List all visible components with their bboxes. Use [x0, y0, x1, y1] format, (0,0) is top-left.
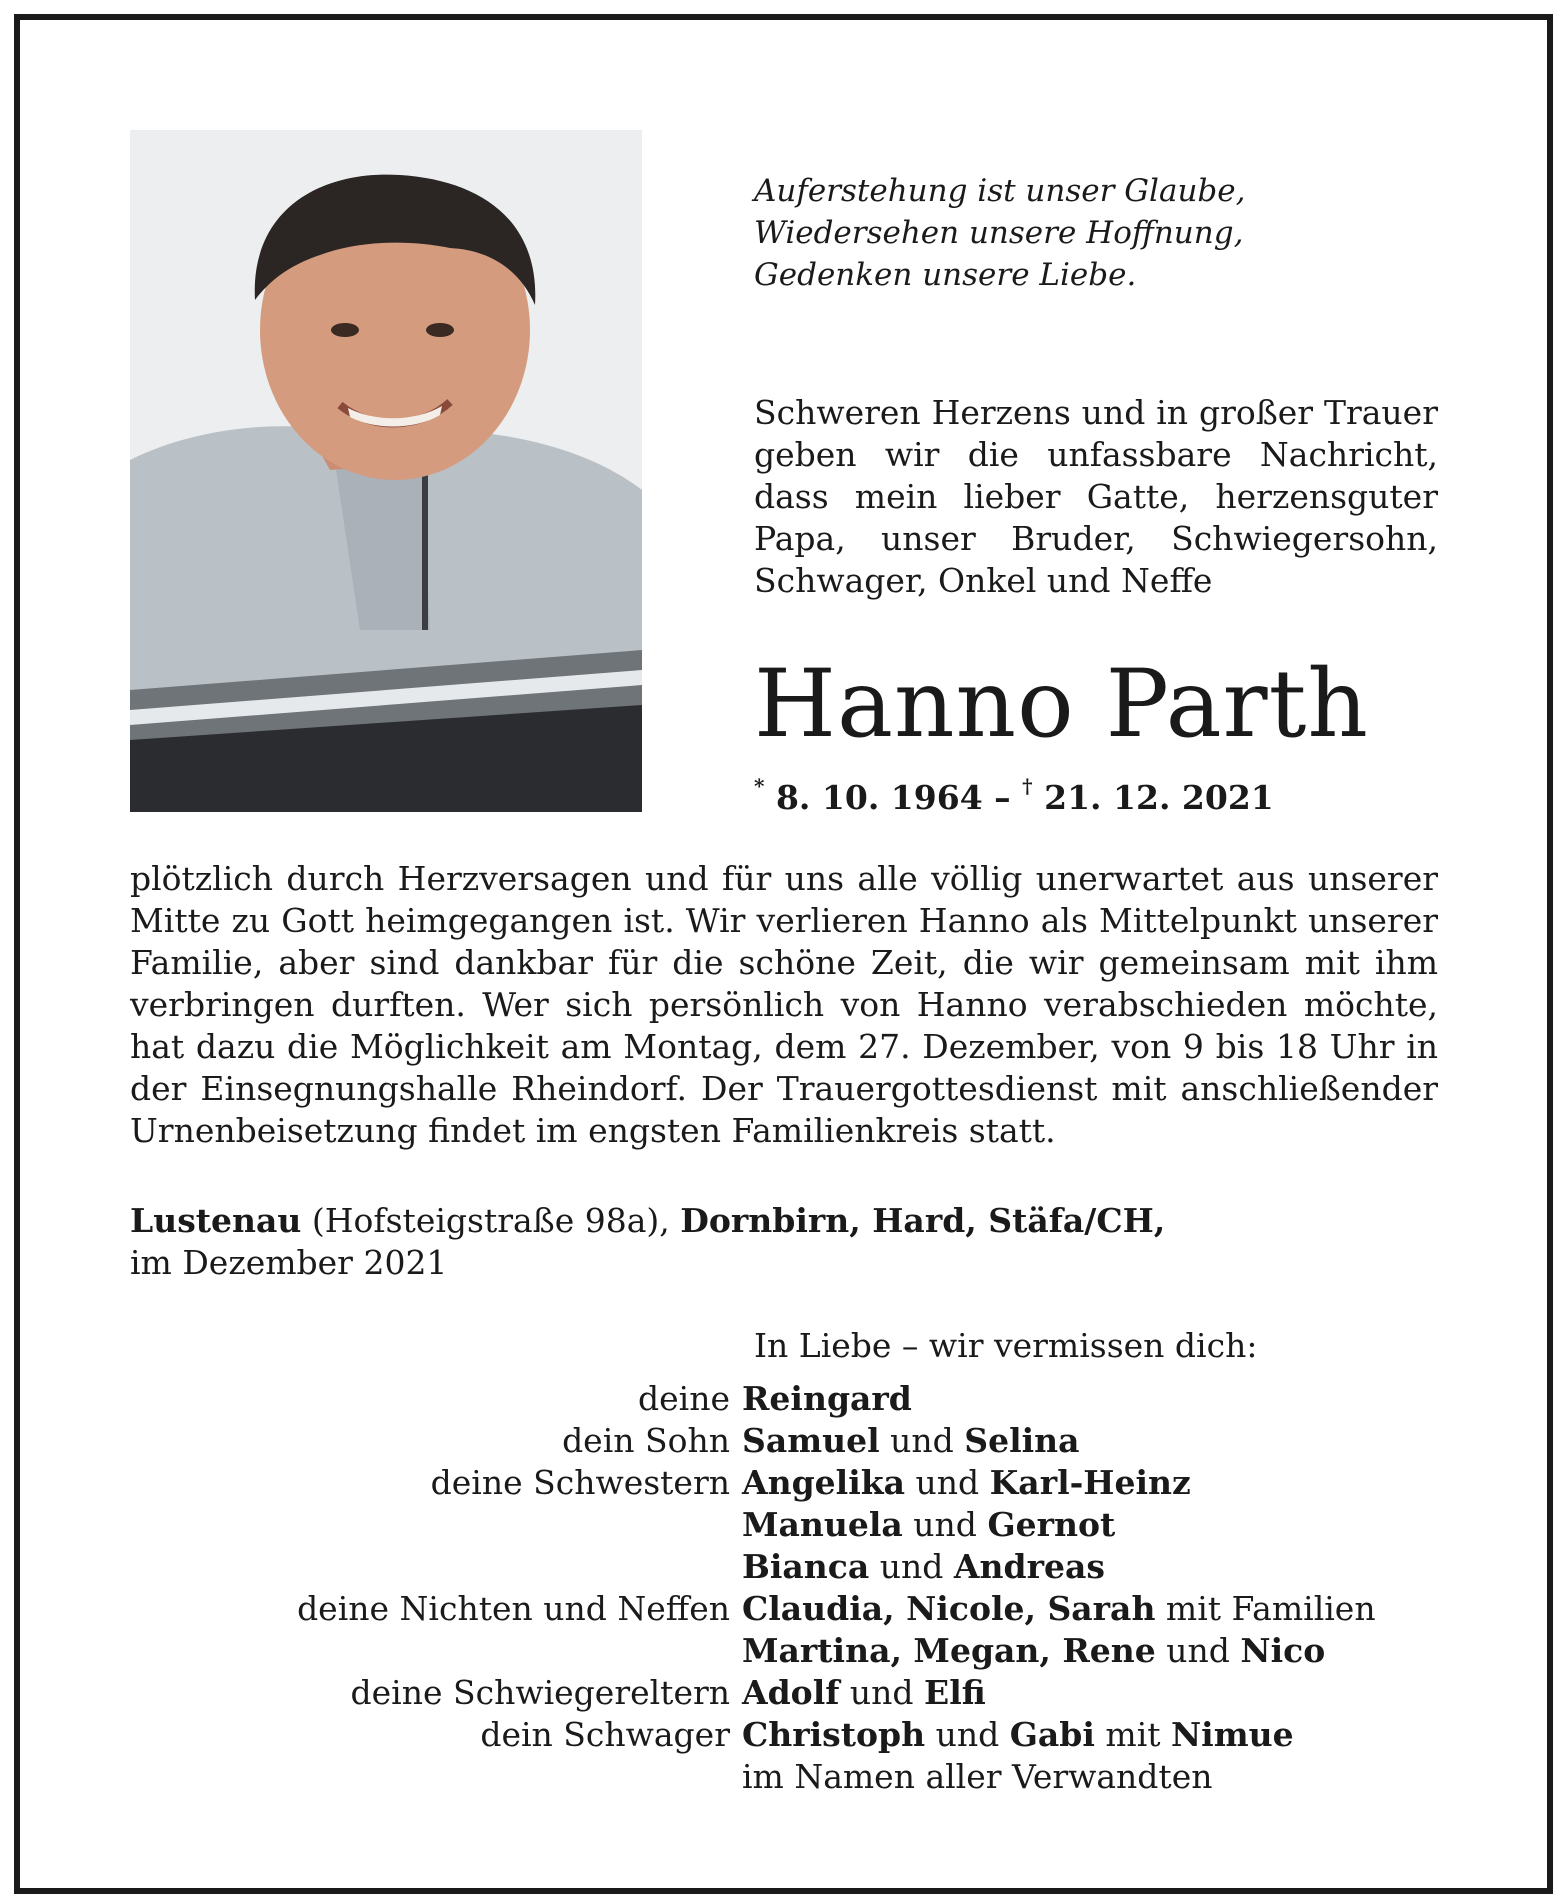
date-separator: –	[994, 778, 1011, 817]
birth-symbol: *	[754, 774, 765, 798]
family-relation: dein Schwager	[480, 1715, 730, 1754]
family-member-name: Manuela	[742, 1505, 903, 1544]
family-member-name: Reingard	[742, 1379, 912, 1418]
family-relation: deine Schwestern	[430, 1463, 730, 1502]
family-names	[742, 1462, 1438, 1504]
family-member-name: Bianca	[742, 1547, 870, 1586]
closing-line: In Liebe – wir vermissen dich:	[754, 1326, 1258, 1365]
family-names	[742, 1672, 1438, 1714]
death-symbol: †	[1022, 774, 1033, 798]
family-member-name: Claudia, Nicole, Sarah	[742, 1589, 1156, 1628]
family-names	[742, 1756, 1438, 1798]
obituary-body	[130, 858, 1438, 1152]
motto	[754, 170, 1438, 296]
family-relation	[130, 1546, 742, 1588]
family-relation: deine Schwiegereltern	[350, 1673, 730, 1712]
family-connector: mit	[1094, 1715, 1171, 1754]
family-names	[742, 1546, 1438, 1588]
family-member-name: Nico	[1240, 1631, 1326, 1670]
place-and-date	[130, 1200, 1438, 1284]
family-member-name: Karl-Heinz	[989, 1463, 1191, 1502]
family-names	[742, 1714, 1438, 1756]
obituary-paragraph: plötzlich durch Herzversagen und für uns alle völlig unerwartet aus unserer Mitte zu Gott heimgegangen ist. Wir verlieren Hanno als Mittelpunkt unserer Familie, aber sind dankbar für die schöne Zeit, die wir gemeinsam mit ihm verbringen durften. Wer sich persönlich von Hanno verabschieden möchte, hat dazu die Möglichkeit am Montag, dem 27. Dezember, von 9 bis 18 Uhr in der Einsegnungshalle Rheindorf. Der Trauergottesdienst mit anschließender Urnenbeisetzung findet im engsten Familienkreis statt.	[130, 859, 1438, 1150]
family-row	[130, 1546, 1438, 1588]
family-connector: und	[925, 1715, 1010, 1754]
family-row	[130, 1504, 1438, 1546]
family-relation	[130, 1504, 742, 1546]
life-dates	[754, 774, 1438, 817]
family-relation	[130, 1756, 742, 1798]
family-relation	[130, 1630, 742, 1672]
family-connector: und	[869, 1547, 954, 1586]
family-row	[130, 1462, 1438, 1504]
family-names	[742, 1378, 1438, 1420]
family-member-name: Selina	[964, 1421, 1080, 1460]
family-member-name: Adolf	[742, 1673, 840, 1712]
family-member-name: Gernot	[987, 1505, 1116, 1544]
family-member-name: Christoph	[742, 1715, 926, 1754]
family-connector: und	[1155, 1631, 1241, 1670]
birth-date: 8. 10. 1964	[775, 778, 983, 817]
family-member-name: Gabi	[1009, 1715, 1095, 1754]
portrait-photo	[130, 130, 642, 812]
family-list	[130, 1378, 1438, 1798]
motto-line: Wiedersehen unsere Hoffnung,	[754, 215, 1244, 251]
place-other-towns: Dornbirn, Hard, Stäfa/CH,	[680, 1201, 1166, 1240]
family-connector: und	[879, 1421, 965, 1460]
family-row	[130, 1672, 1438, 1714]
place-address: (Hofsteigstraße 98a),	[311, 1201, 670, 1240]
family-names	[742, 1504, 1438, 1546]
place-date-line: im Dezember 2021	[130, 1243, 448, 1282]
family-row	[130, 1420, 1438, 1462]
motto-line: Auferstehung ist unser Glaube,	[754, 173, 1246, 209]
family-connector: und	[905, 1463, 990, 1502]
family-row	[130, 1714, 1438, 1756]
family-row	[130, 1378, 1438, 1420]
family-member-name: Samuel	[742, 1421, 880, 1460]
family-connector: und	[902, 1505, 988, 1544]
family-member-name: Elfi	[924, 1673, 986, 1712]
family-row	[130, 1756, 1438, 1798]
family-row	[130, 1588, 1438, 1630]
family-relation: deine Nichten und Neffen	[297, 1589, 730, 1628]
family-member-name: Martina, Megan, Rene	[742, 1631, 1156, 1670]
family-connector: und	[839, 1673, 925, 1712]
family-names	[742, 1588, 1438, 1630]
family-connector: im Namen aller Verwandten	[742, 1757, 1213, 1796]
family-names	[742, 1420, 1438, 1462]
family-row	[130, 1630, 1438, 1672]
family-member-name: Nimue	[1171, 1715, 1294, 1754]
family-relation: deine	[638, 1379, 730, 1418]
family-relation: dein Sohn	[562, 1421, 730, 1460]
place-town: Lustenau	[130, 1201, 302, 1240]
family-member-name: Andreas	[953, 1547, 1105, 1586]
motto-line: Gedenken unsere Liebe.	[754, 257, 1137, 293]
announcement-text: Schweren Herzens und in großer Trauer geben wir die unfassbare Nachricht, dass mein lieber Gatte, herzensguter Papa, unser Bruder, Schwiegersohn, Schwager, Onkel und Neffe	[754, 393, 1438, 600]
family-names	[742, 1630, 1438, 1672]
death-date: 21. 12. 2021	[1044, 778, 1274, 817]
family-connector: mit Familien	[1155, 1589, 1376, 1628]
deceased-name: Hanno Parth	[754, 650, 1369, 759]
family-member-name: Angelika	[742, 1463, 905, 1502]
